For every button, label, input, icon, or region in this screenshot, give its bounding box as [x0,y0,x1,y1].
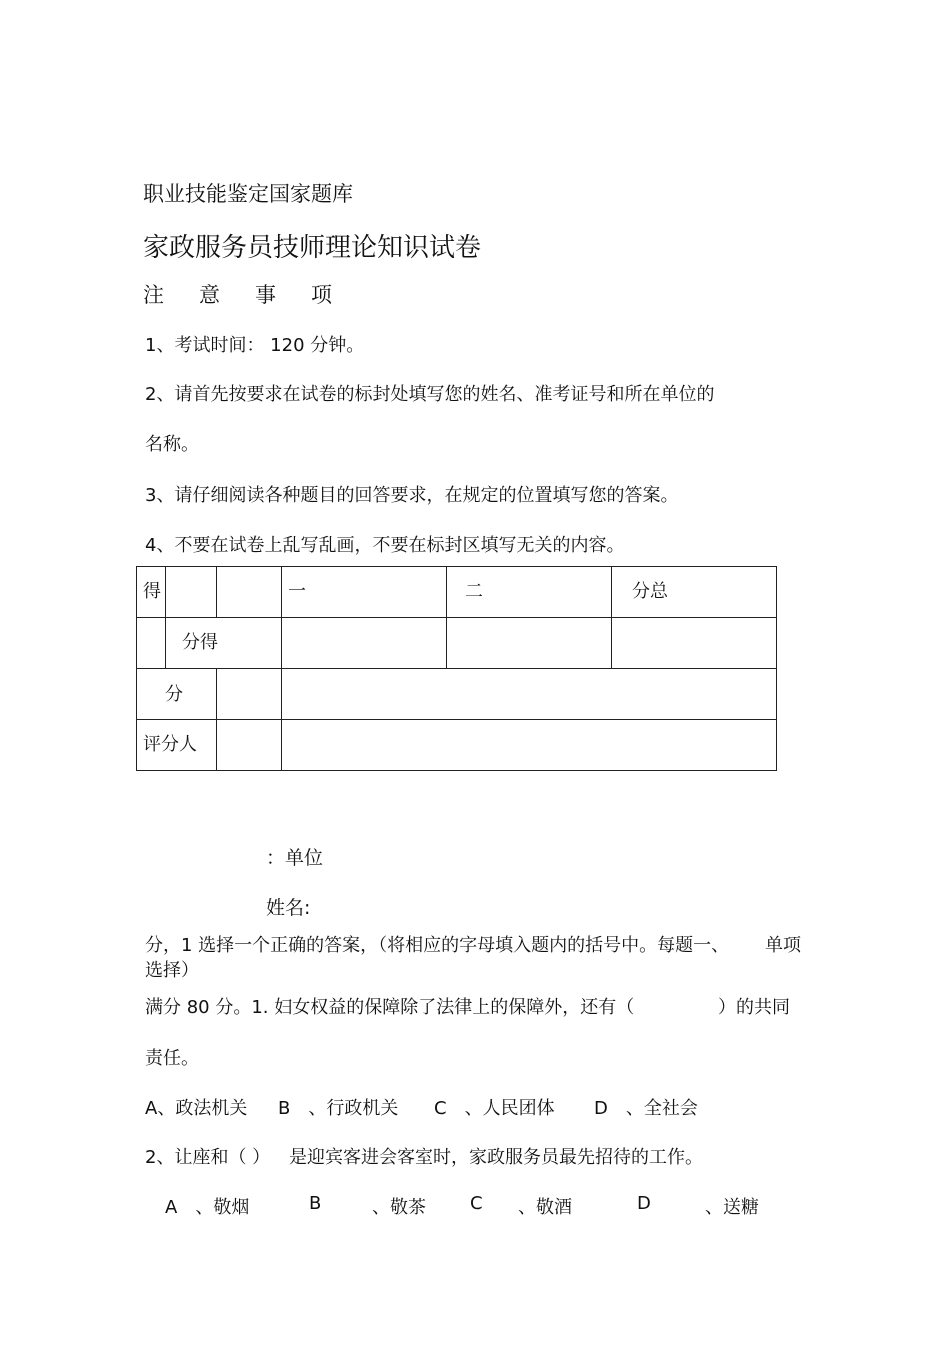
note-item: 3、请仔细阅读各种题目的回答要求，在规定的位置填写您的答案。 [145,485,679,506]
note-item: 1、考试时间： 120 分钟。 [145,335,365,356]
unit-field-label: ：单位 [266,847,324,869]
option-c-text: 、敬酒 [518,1197,572,1218]
score-table [136,566,777,771]
option-b-text: 、敬茶 [372,1197,426,1218]
option-c: C 、人民团体 [434,1098,555,1119]
option-a: A 、敬烟 [165,1197,250,1218]
name-field-label: 姓名: [266,897,311,919]
option-b-letter: B [309,1193,322,1214]
notes-heading: 注意事项 [143,283,367,307]
option-c-letter: C [470,1193,483,1214]
note-item: 名称。 [145,434,199,455]
question-stem: 满分 80 分。1. 妇女权益的保障除了法律上的保障外，还有（ [145,997,635,1018]
option-b: B 、行政机关 [278,1098,399,1119]
question-stem-tail: 是迎宾客进会客室时，家政服务员最先招待的工作。 [289,1147,703,1168]
option-d-text: 、送糖 [705,1197,759,1218]
question-stem: 2、让座和（ ） [145,1147,271,1168]
question-stem-tail: ）的共同 [718,997,790,1018]
score-header-part2: 二 [465,581,483,602]
option-d: D 、全社会 [594,1098,698,1119]
note-item: 4、不要在试卷上乱写乱画，不要在标封区填写无关的内容。 [145,535,625,556]
question-bank-title: 职业技能鉴定国家题库 [143,182,353,206]
score-header-part1: 一 [288,581,306,602]
grader-label: 评分人 [143,734,197,755]
question-stem-line2: 责任。 [145,1048,199,1069]
score-cell-label: 得 [143,581,161,602]
exam-title: 家政服务员技师理论知识试卷 [143,233,482,263]
section-instruction: 分，1 选择一个正确的答案，（将相应的字母填入题内的括号中。每题一、 [145,935,730,956]
option-a: A、政法机关 [145,1098,248,1119]
score-label: 分 [165,684,183,705]
score-row-label: 分得 [182,632,218,653]
score-header-total: 分总 [632,581,668,602]
section-instruction-line2: 选择） [145,960,199,981]
note-item: 2、请首先按要求在试卷的标封处填写您的姓名、准考证号和所在单位的 [145,384,715,405]
section-instruction-tail: 单项 [765,935,801,956]
option-d-letter: D [637,1193,651,1214]
